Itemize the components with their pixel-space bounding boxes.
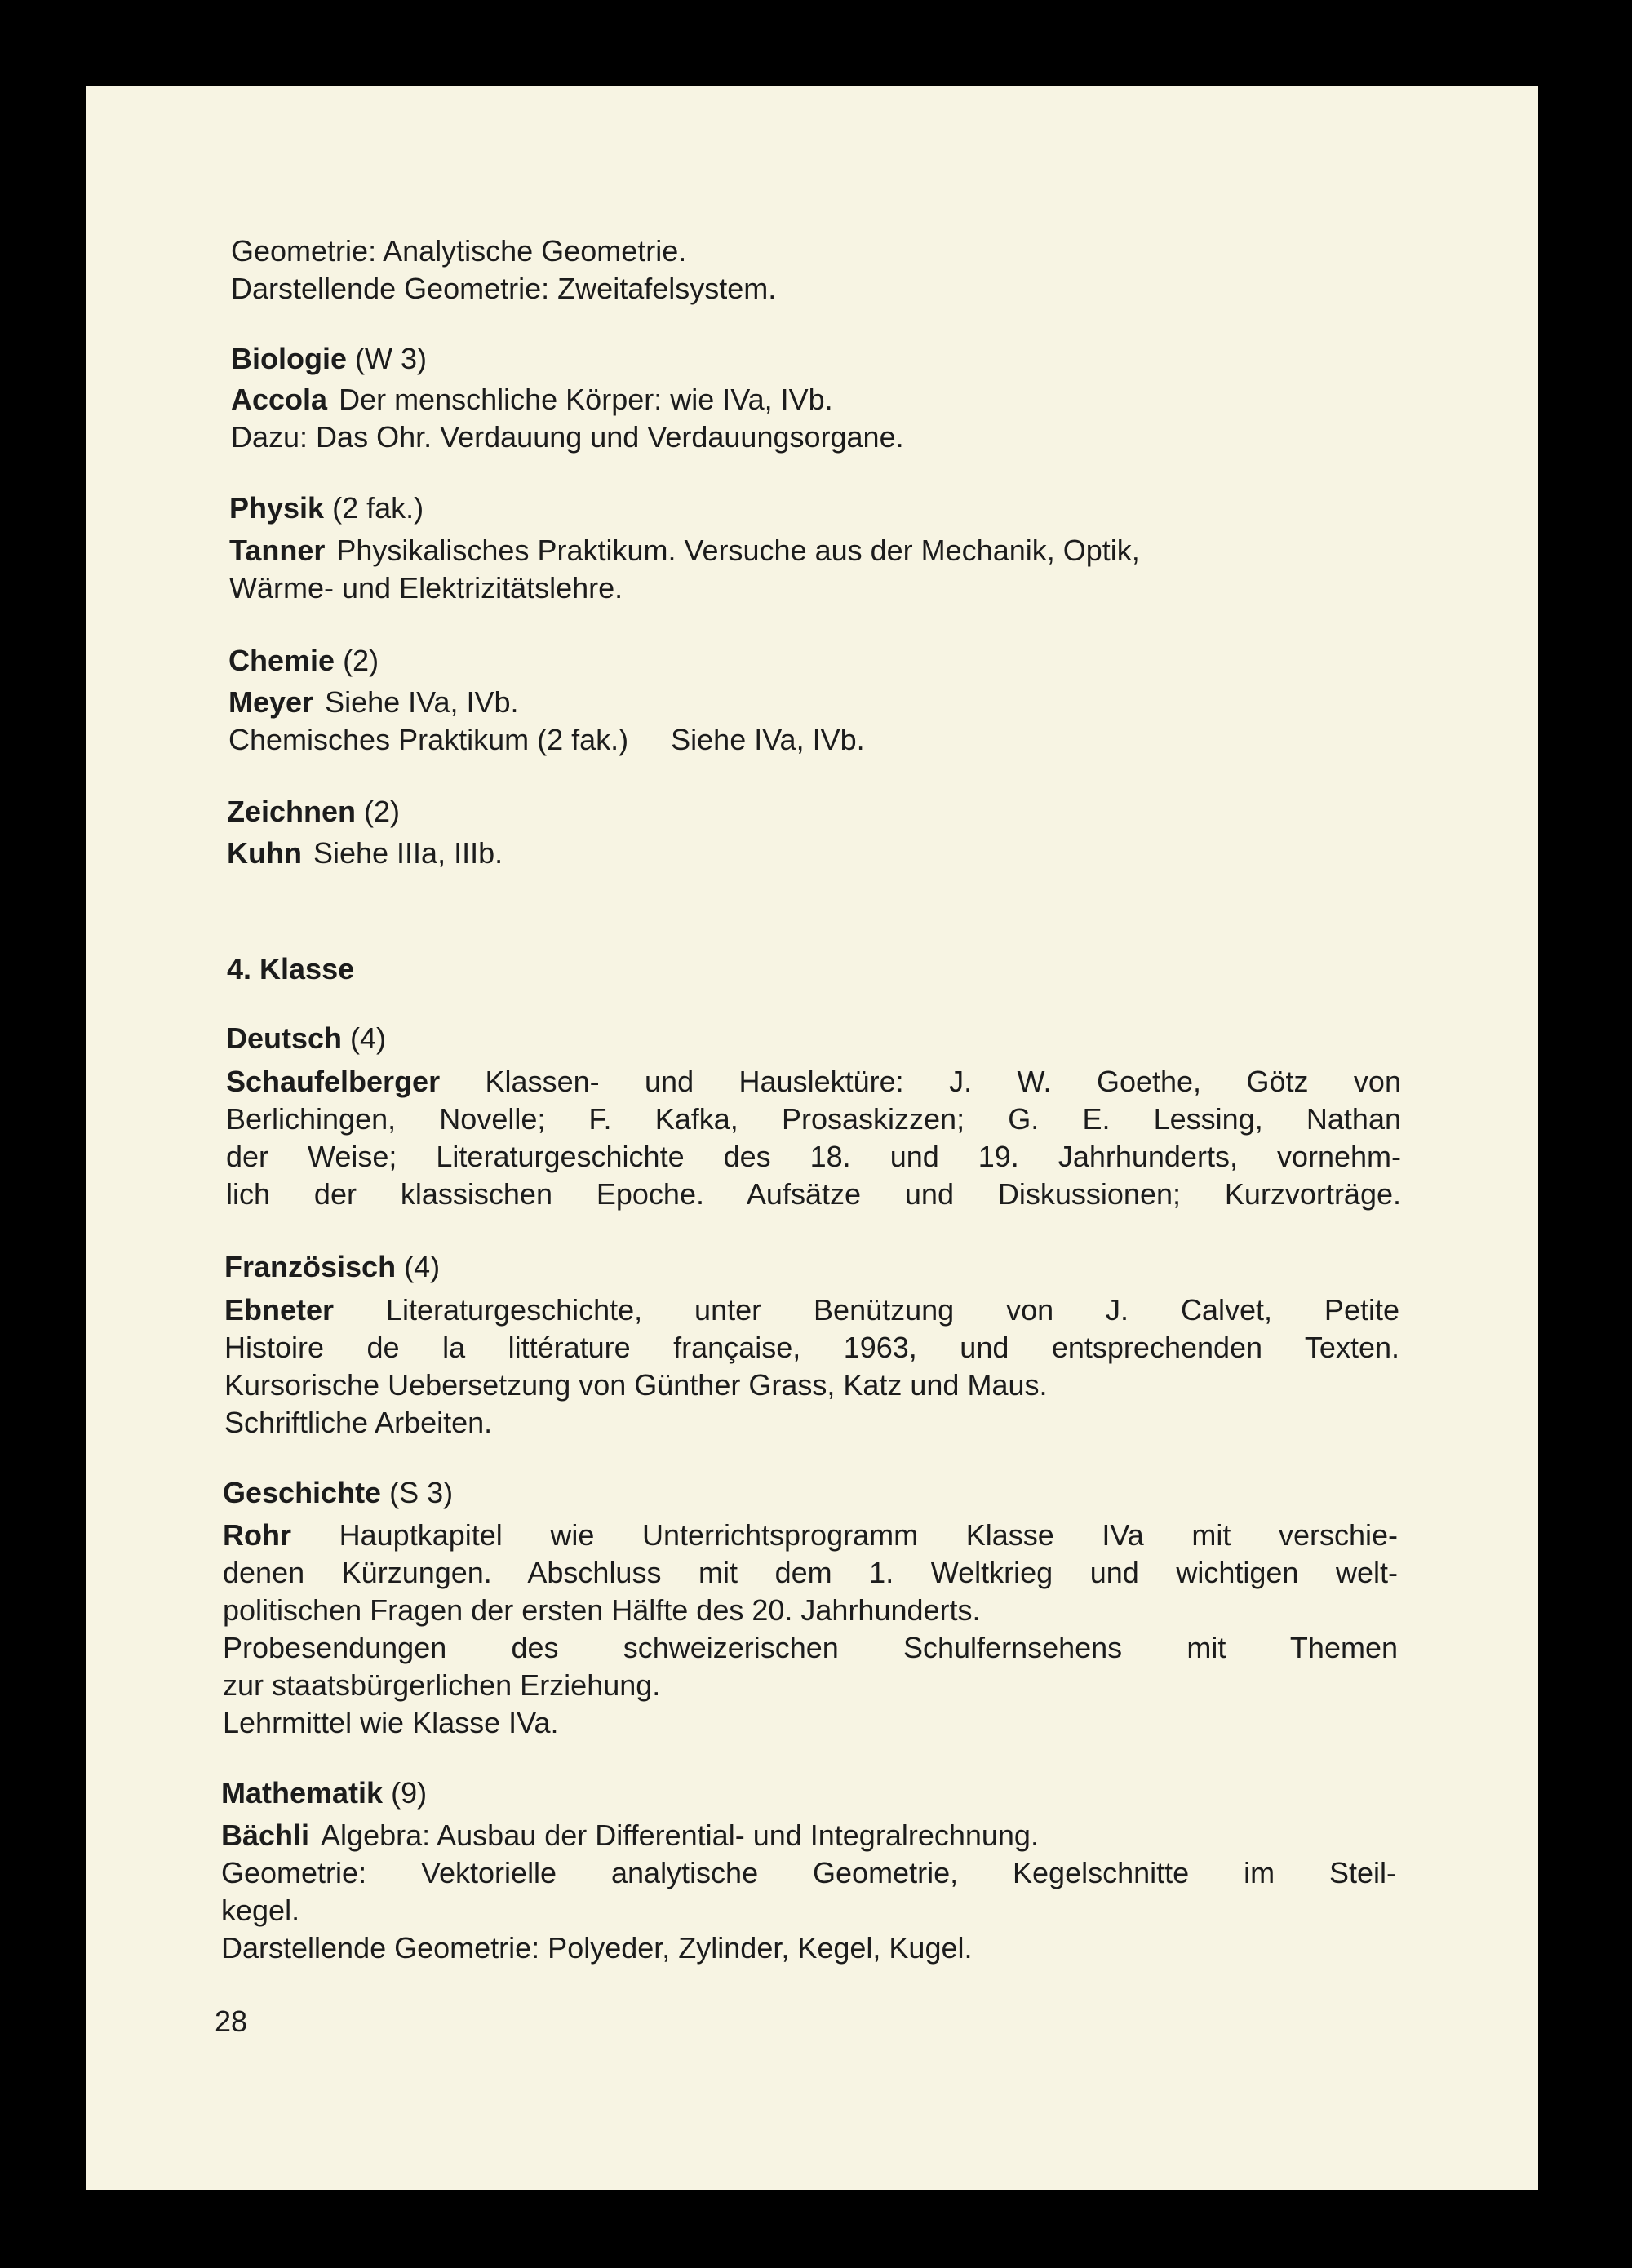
text-line: Dazu: Das Ohr. Verdauung und Verdauungsorgane. <box>231 420 904 454</box>
text-line: Schaufelberger Klassen- und Hauslektüre: J. W. Goethe, Götz von <box>226 1065 1401 1098</box>
text-line: Lehrmittel wie Klasse IVa. <box>223 1706 559 1739</box>
text-line: zur staatsbürgerlichen Erziehung. <box>223 1668 661 1702</box>
teacher-name: Bächli <box>221 1818 310 1852</box>
section-heading-physik: Physik (2 fak.) <box>229 491 424 525</box>
text-line: Geometrie: Analytische Geometrie. <box>231 234 687 268</box>
text-line: Bächli Algebra: Ausbau der Differential- und Integralrechnung. <box>221 1818 1039 1852</box>
section-heading-franzoesisch: Französisch (4) <box>224 1250 441 1283</box>
text-line: Darstellende Geometrie: Zweitafelsystem. <box>231 272 777 305</box>
teacher-name: Meyer <box>228 685 314 719</box>
section-heading-chemie: Chemie (2) <box>228 644 379 677</box>
teacher-name: Tanner <box>229 534 326 567</box>
text-line: kegel. <box>221 1894 300 1927</box>
text-line: Wärme- und Elektrizitätslehre. <box>229 571 623 605</box>
text-line: Schriftliche Arbeiten. <box>224 1406 493 1439</box>
text-line: lich der klassischen Epoche. Aufsätze und Diskussionen; Kurzvorträge. <box>226 1177 1401 1211</box>
text-line: denen Kürzungen. Abschluss mit dem 1. Weltkrieg und wichtigen welt- <box>223 1556 1398 1589</box>
teacher-name: Accola <box>231 383 328 416</box>
text-line: Accola Der menschliche Körper: wie IVa, IVb. <box>231 383 833 416</box>
text-line: Ebneter Literaturgeschichte, unter Benützung von J. Calvet, Petite <box>224 1293 1399 1327</box>
section-heading-geschichte: Geschichte (S 3) <box>223 1476 454 1509</box>
text-line: Chemisches Praktikum (2 fak.) Siehe IVa, IVb. <box>228 723 865 756</box>
text-line: Meyer Siehe IVa, IVb. <box>228 685 519 719</box>
text-line: Histoire de la littérature française, 1963, und entsprechenden Texten. <box>224 1331 1399 1364</box>
teacher-name: Schaufelberger <box>226 1065 441 1098</box>
section-heading-mathematik: Mathematik (9) <box>221 1776 428 1810</box>
text-line: Kursorische Uebersetzung von Günther Grass, Katz und Maus. <box>224 1368 1048 1402</box>
text-line: politischen Fragen der ersten Hälfte des 20. Jahrhunderts. <box>223 1593 981 1627</box>
text-line: Geometrie: Vektorielle analytische Geometrie, Kegelschnitte im Steil- <box>221 1856 1396 1889</box>
text-line: Darstellende Geometrie: Polyeder, Zylinder, Kegel, Kugel. <box>221 1931 973 1965</box>
document-page <box>86 86 1538 2190</box>
text-line: Tanner Physikalisches Praktikum. Versuche aus der Mechanik, Optik, <box>229 534 1140 567</box>
section-heading-zeichnen: Zeichnen (2) <box>227 795 401 828</box>
class-heading: 4. Klasse <box>227 952 355 986</box>
section-heading-deutsch: Deutsch (4) <box>226 1021 387 1055</box>
text-line: Probesendungen des schweizerischen Schulfernsehens mit Themen <box>223 1631 1398 1664</box>
teacher-name: Rohr <box>223 1518 291 1552</box>
text-line: Berlichingen, Novelle; F. Kafka, Prosaskizzen; G. E. Lessing, Nathan <box>226 1102 1401 1136</box>
teacher-name: Ebneter <box>224 1293 335 1327</box>
page-number: 28 <box>215 2004 248 2038</box>
text-line: der Weise; Literaturgeschichte des 18. und 19. Jahrhunderts, vornehm- <box>226 1140 1401 1173</box>
text-line: Rohr Hauptkapitel wie Unterrichtsprogramm Klasse IVa mit verschie- <box>223 1518 1398 1552</box>
text-line: Kuhn Siehe IIIa, IIIb. <box>227 836 503 870</box>
section-heading-biologie: Biologie (W 3) <box>231 342 427 375</box>
teacher-name: Kuhn <box>227 836 302 870</box>
